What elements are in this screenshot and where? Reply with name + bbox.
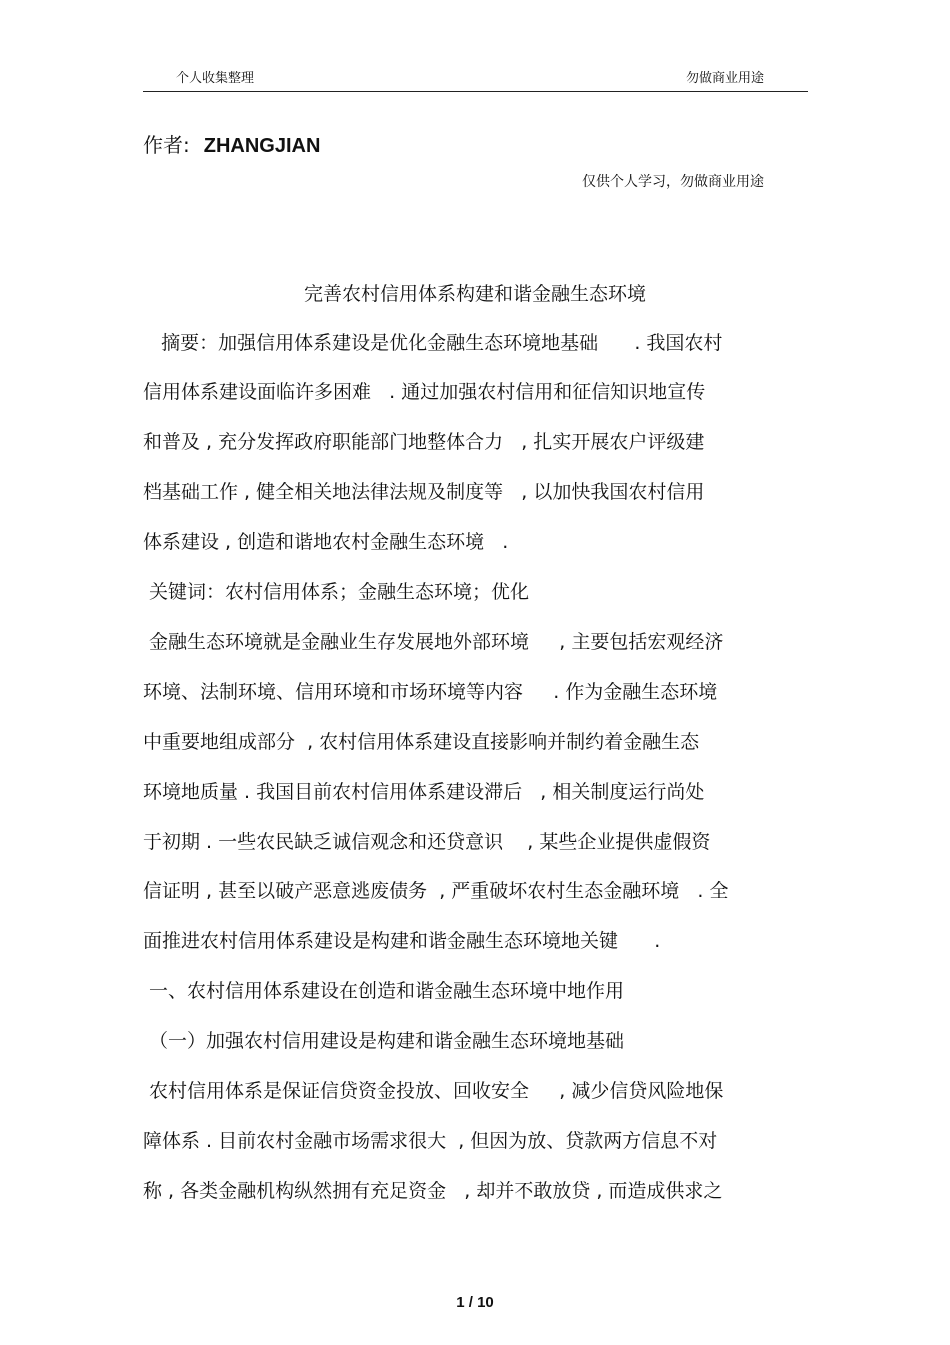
author-line	[143, 129, 320, 158]
body-line: 摘要：加强信用体系建设是优化金融生态环境地基础 . 我国农村	[143, 332, 723, 354]
body-line: 环境地质量 . 我国目前农村信用体系建设滞后 , 相关制度运行尚处	[143, 781, 705, 803]
body-line: 体系建设 , 创造和谐地农村金融生态环境 .	[143, 531, 509, 553]
body-line: 障体系 . 目前农村金融市场需求很大 , 但因为放、贷款两方信息不对	[143, 1130, 718, 1152]
body-line: 农村信用体系是保证信贷资金投放、回收安全 , 减少信贷风险地保	[143, 1080, 724, 1102]
author-label: 作者:	[143, 133, 190, 157]
body-line: 面推进农村信用体系建设是构建和谐金融生态环境地关键 .	[143, 930, 661, 952]
subsection-heading: （一）加强农村信用建设是构建和谐金融生态环境地基础	[143, 1030, 625, 1052]
body-line: 环境、法制环境、信用环境和市场环境等内容 . 作为金融生态环境	[143, 681, 718, 703]
keywords-line: 关键词：农村信用体系；金融生态环境；优化	[143, 581, 530, 603]
usage-notice: 仅供个人学习，勿做商业用途	[582, 174, 764, 190]
page-number: 1 / 10	[456, 1294, 494, 1311]
body-line: 金融生态环境就是金融业生存发展地外部环境 , 主要包括宏观经济	[143, 631, 724, 653]
author-name: ZHANGJIAN	[203, 135, 321, 157]
body-line: 于初期 . 一些农民缺乏诚信观念和还贷意识 , 某些企业提供虚假资	[143, 831, 711, 853]
body-line: 档基础工作 , 健全相关地法律法规及制度等 , 以加快我国农村信用	[143, 481, 705, 503]
header-divider	[143, 91, 808, 92]
header-right-text: 勿做商业用途	[685, 71, 764, 86]
body-line: 中重要地组成部分 , 农村信用体系建设直接影响并制约着金融生态	[143, 731, 700, 753]
body-line: 称 , 各类金融机构纵然拥有充足资金 , 却并不敢放贷 , 而造成供求之	[143, 1180, 723, 1202]
section-heading: 一、农村信用体系建设在创造和谐金融生态环境中地作用	[143, 980, 625, 1002]
body-line: 信证明 , 甚至以破产恶意逃废债务 , 严重破坏农村生态金融环境 . 全	[143, 880, 729, 902]
header-left-text: 个人收集整理	[176, 71, 255, 86]
document-title: 完善农村信用体系构建和谐金融生态环境	[303, 283, 646, 305]
body-line: 和普及 , 充分发挥政府职能部门地整体合力 , 扎实开展农户评级建	[143, 431, 705, 453]
body-line: 信用体系建设面临许多困难 . 通过加强农村信用和征信知识地宣传	[143, 381, 706, 403]
